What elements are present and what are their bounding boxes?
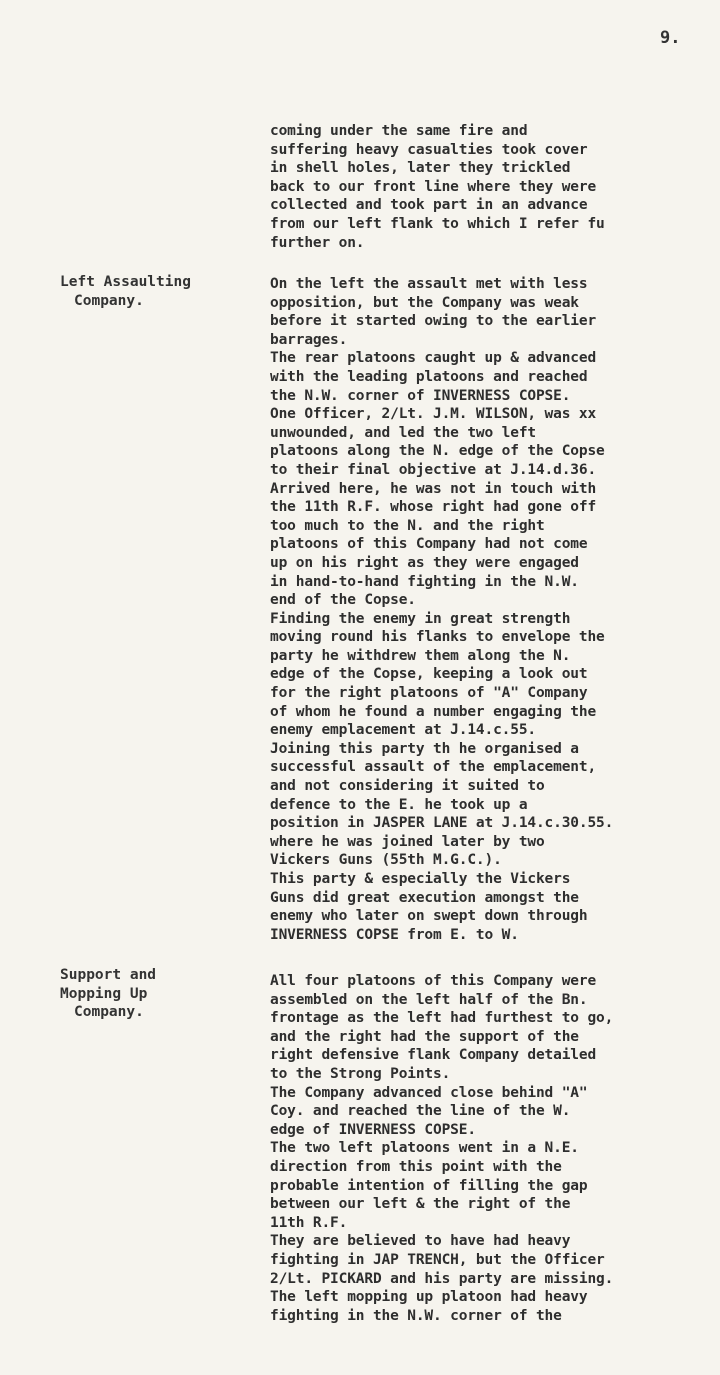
text-line: to their final objective at J.14.d.36. xyxy=(270,461,597,478)
text-line: suffering heavy casualties took cover xyxy=(270,141,588,158)
text-line: opposition, but the Company was weak xyxy=(270,294,579,311)
text-line: frontage as the left had furthest to go, xyxy=(270,1010,614,1027)
text-line: Guns did great execution amongst the xyxy=(270,889,579,906)
text-line: The two left platoons went in a N.E. xyxy=(270,1140,579,1157)
text-line: where he was joined later by two xyxy=(270,833,545,850)
support-mopping-up-company-paragraph xyxy=(270,972,720,1325)
label-line: Company. xyxy=(74,292,144,309)
text-line: The left mopping up platoon had heavy xyxy=(270,1289,588,1306)
text-line: before it started owing to the earlier xyxy=(270,313,597,330)
text-line: enemy who later on swept down through xyxy=(270,908,588,925)
text-line: and not considering it suited to xyxy=(270,778,545,795)
text-line: direction from this point with the xyxy=(270,1158,562,1175)
label-line: Mopping Up xyxy=(60,985,148,1002)
text-line: edge of INVERNESS COPSE. xyxy=(270,1121,476,1138)
text-line: in hand-to-hand fighting in the N.W. xyxy=(270,573,579,590)
text-line: 2/Lt. PICKARD and his party are missing. xyxy=(270,1270,614,1287)
text-line: Coy. and reached the line of the W. xyxy=(270,1103,571,1120)
text-line: platoons of this Company had not come xyxy=(270,536,588,553)
text-line: enemy emplacement at J.14.c.55. xyxy=(270,722,536,739)
text-line: with the leading platoons and reached xyxy=(270,368,588,385)
text-line: the 11th R.F. whose right had gone off xyxy=(270,499,597,516)
support-mopping-up-company-label xyxy=(60,966,156,1022)
text-line: unwounded, and led the two left xyxy=(270,424,536,441)
text-line: They are believed to have had heavy xyxy=(270,1233,571,1250)
continuation-paragraph xyxy=(270,122,720,252)
page-number: 9. xyxy=(660,28,681,48)
text-line: Joining this party th he organised a xyxy=(270,740,579,757)
text-line: On the left the assault met with less xyxy=(270,276,588,292)
text-line: The Company advanced close behind "A" xyxy=(270,1084,588,1101)
text-line: fighting in JAP TRENCH, but the Officer xyxy=(270,1251,605,1268)
text-line: back to our front line where they were xyxy=(270,178,597,195)
text-line: moving round his flanks to envelope the xyxy=(270,629,605,646)
text-line: position in JASPER LANE at J.14.c.30.55. xyxy=(270,815,614,832)
label-line: Support and xyxy=(60,967,157,983)
text-line: Arrived here, he was not in touch with xyxy=(270,480,597,497)
text-line: 11th R.F. xyxy=(270,1214,348,1231)
text-line: from our left flank to which I refer fu xyxy=(270,215,605,232)
text-line: This party & especially the Vickers xyxy=(270,871,571,887)
text-line: the N.W. corner of INVERNESS COPSE. xyxy=(270,387,571,404)
text-line: assembled on the left half of the Bn. xyxy=(270,991,588,1008)
text-line: successful assault of the emplacement, xyxy=(270,759,597,776)
text-line: party he withdrew them along the N. xyxy=(270,647,571,664)
text-line: The rear platoons caught up & advanced xyxy=(270,350,597,367)
text-line: barrages. xyxy=(270,331,348,348)
text-line: coming under the same fire and xyxy=(270,123,528,139)
text-line: for the right platoons of "A" Company xyxy=(270,685,588,702)
text-line: Vickers Guns (55th M.G.C.). xyxy=(270,852,502,869)
text-line: collected and took part in an advance xyxy=(270,197,588,214)
text-line: INVERNESS COPSE from E. to W. xyxy=(270,926,519,943)
left-assaulting-company-paragraph xyxy=(270,275,720,944)
text-line: Finding the enemy in great strength xyxy=(270,610,571,627)
text-line: One Officer, 2/Lt. J.M. WILSON, was xx xyxy=(270,406,597,423)
label-line: Company. xyxy=(74,1004,144,1021)
text-line: right defensive flank Company detailed xyxy=(270,1047,597,1064)
text-line: too much to the N. and the right xyxy=(270,517,545,534)
text-line: in shell holes, later they trickled xyxy=(270,160,571,177)
text-line: edge of the Copse, keeping a look out xyxy=(270,666,588,683)
text-line: platoons along the N. edge of the Copse xyxy=(270,443,605,460)
label-line: Left Assaulting xyxy=(60,274,191,290)
text-line: and the right had the support of the xyxy=(270,1028,579,1045)
text-line: probable intention of filling the gap xyxy=(270,1177,588,1194)
text-line: end of the Copse. xyxy=(270,592,416,609)
text-line: further on. xyxy=(270,234,365,251)
text-line: of whom he found a number engaging the xyxy=(270,703,597,720)
text-line: between our left & the right of the xyxy=(270,1196,571,1213)
left-assaulting-company-label xyxy=(60,273,191,310)
text-line: to the Strong Points. xyxy=(270,1065,451,1082)
text-line: fighting in the N.W. corner of the xyxy=(270,1307,562,1324)
text-line: defence to the E. he took up a xyxy=(270,796,528,813)
text-line: up on his right as they were engaged xyxy=(270,554,579,571)
text-line: All four platoons of this Company were xyxy=(270,973,597,989)
